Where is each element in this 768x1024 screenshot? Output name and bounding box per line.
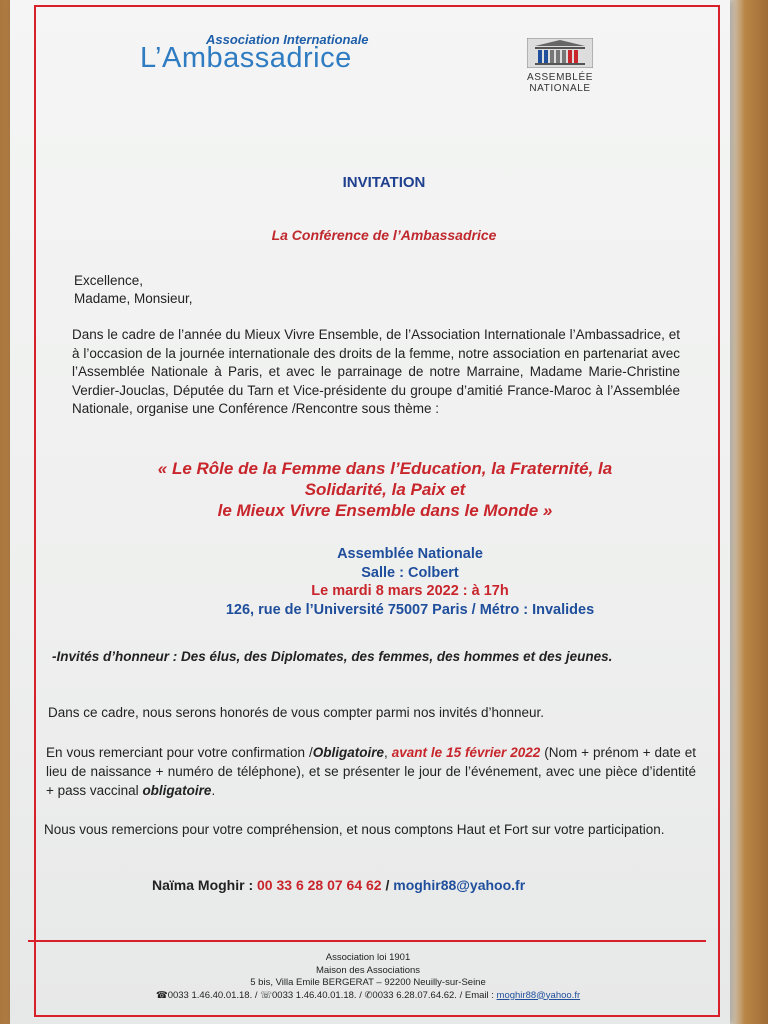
venue-room: Salle : Colbert (361, 564, 459, 581)
conference-theme (60, 458, 710, 521)
footer-email-link[interactable]: moghir88@yahoo.fr (496, 989, 581, 1001)
confirm-part4: . (211, 783, 216, 798)
intro-paragraph: Dans le cadre de l’année du Mieux Vivre Ensemble, de l’Association Internationale l’Ambassadrice, et à l’occasion de la journée internationale des droits de la femme, notre association en partenariat avec l’Assemblée Nationale à Paris, et avec le parrainage de notre Marraine, Madame Marie-Christine Verdier-Jouclas, Députée du Tarn et Vice-présidente du groupe d’amitié France-Maroc à l’Assemblée Nationale, organise une Conférence /Rencontre sous thème : (72, 327, 680, 416)
contact-phone[interactable]: 00 33 6 28 07 64 62 (257, 877, 382, 893)
confirm-deadline: avant le 15 février 2022 (391, 745, 541, 760)
footer-line4 (0, 990, 736, 1003)
footer (0, 952, 736, 1002)
invitation-title: INVITATION (342, 174, 426, 191)
contact-email[interactable]: moghir88@yahoo.fr (393, 877, 526, 893)
venue-address: 126, rue de l’Université 75007 Paris / Métro : Invalides (225, 601, 595, 618)
thanks-paragraph: Nous vous remercions pour votre compréhension, et nous comptons Haut et Fort sur votre participation. (44, 822, 665, 837)
logo-top-text: Association Internationale (206, 32, 369, 47)
ambassadrice-logo (140, 28, 420, 78)
greeting-line: Madame, Monsieur, (74, 291, 193, 306)
theme-line: Solidarité, la Paix et (304, 480, 466, 499)
confirm-obligatoire: Obligatoire (312, 745, 384, 760)
greeting-line: Excellence, (74, 273, 144, 288)
contact-line (152, 877, 525, 893)
venue-date: Le mardi 8 mars 2022 : à 17h (311, 583, 509, 599)
confirmation-paragraph (46, 743, 696, 800)
logo-main-text: L’Ambassadrice (140, 42, 352, 74)
contact-name: Naïma Moghir : (152, 877, 258, 893)
confirm-part1: En vous remerciant pour votre confirmation / (46, 745, 313, 760)
footer-line2: Maison des Associations (315, 964, 421, 976)
assemblee-building-icon (527, 38, 593, 68)
assembly-line2: NATIONALE (529, 83, 591, 94)
assembly-line1: ASSEMBLÉE (527, 72, 593, 83)
footer-phones: ☎0033 1.46.40.01.18. / ☏0033 1.46.40.01.18. / ✆0033 6.28.07.64.62. / Email : (155, 989, 497, 1001)
context-paragraph: Dans ce cadre, nous serons honorés de vous compter parmi nos invités d’honneur. (48, 705, 545, 720)
confirm-obligatoire-2: obligatoire (142, 783, 212, 798)
venue-block (60, 545, 760, 619)
assemblee-nationale-logo (522, 38, 598, 94)
greeting (74, 272, 193, 308)
confirm-part3: (Nom + prénom + date et lieu de naissance + numéro de téléphone), et se présenter le jour de l’événement, avec une pièce d’identité + pass vaccinal (46, 745, 696, 798)
theme-line: « Le Rôle de la Femme dans l’Education, la Fraternité, la (157, 459, 613, 478)
footer-line1: Association loi 1901 (325, 952, 411, 963)
confirm-part2: , (384, 745, 392, 760)
conference-subtitle: La Conférence de l’Ambassadrice (271, 227, 497, 243)
venue-place: Assemblée Nationale (337, 546, 483, 562)
contact-separator: / (381, 877, 394, 893)
footer-line3: 5 bis, Villa Emile BERGERAT – 92200 Neuilly-sur-Seine (250, 977, 486, 988)
honored-guests: -Invités d’honneur : Des élus, des Diplomates, des femmes, des hommes et des jeunes. (52, 649, 613, 664)
theme-line: le Mieux Vivre Ensemble dans le Monde » (217, 501, 553, 520)
footer-divider (28, 940, 706, 942)
